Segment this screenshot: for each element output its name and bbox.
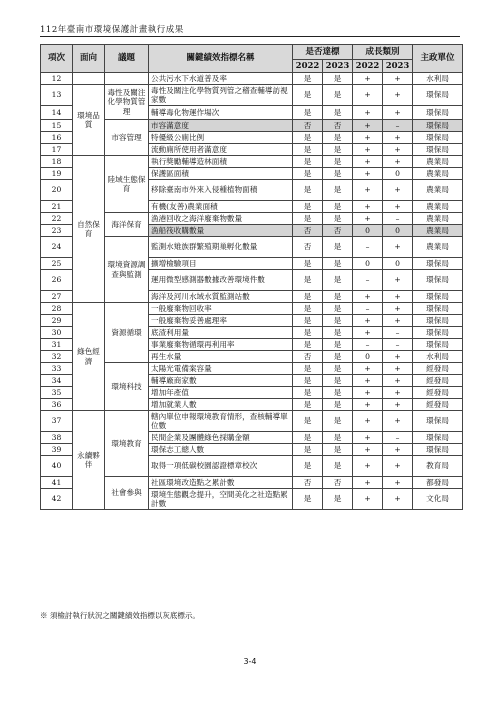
target-2023: 是 <box>323 387 353 399</box>
target-2023: 否 <box>323 477 353 489</box>
target-2022: 是 <box>293 106 323 120</box>
agency-cell: 環保局 <box>413 291 463 303</box>
target-2023: 否 <box>323 120 353 132</box>
row-number: 14 <box>41 106 73 120</box>
row-number: 13 <box>41 85 73 106</box>
indicator-name: 轄內單位申報環境教育情形，查核輔導單位數 <box>149 411 293 432</box>
growth-2023: + <box>383 85 413 106</box>
growth-2022: + <box>353 201 383 213</box>
agency-cell: 農業局 <box>413 225 463 237</box>
indicator-name: 有機(友善)農業面積 <box>149 201 293 213</box>
target-2022: 是 <box>293 168 323 180</box>
target-2023: 是 <box>323 303 353 315</box>
growth-2023: + <box>383 411 413 432</box>
target-2023: 是 <box>323 456 353 477</box>
table-row <box>41 120 463 132</box>
target-2022: 否 <box>293 477 323 489</box>
indicator-name: 底渣利用量 <box>149 327 293 339</box>
growth-2023: + <box>383 363 413 375</box>
facet-cell <box>73 73 105 85</box>
row-number: 28 <box>41 303 73 315</box>
row-number: 32 <box>41 351 73 363</box>
target-2022: 是 <box>293 444 323 456</box>
agency-cell: 環保局 <box>413 120 463 132</box>
indicator-name: 社區環境改造點之累計數 <box>149 477 293 489</box>
growth-2023: 0 <box>383 225 413 237</box>
target-2023: 是 <box>323 258 353 270</box>
target-2023: 是 <box>323 73 353 85</box>
growth-2022: 0 <box>353 258 383 270</box>
topic-cell: 海洋保育 <box>105 213 149 237</box>
row-number: 33 <box>41 363 73 375</box>
growth-2022: + <box>353 156 383 168</box>
growth-2023: + <box>383 399 413 411</box>
agency-cell: 經發局 <box>413 375 463 387</box>
agency-cell: 水利局 <box>413 73 463 85</box>
growth-2023: + <box>383 375 413 387</box>
indicator-name: 海洋及河川水域水質監測站數 <box>149 291 293 303</box>
table-row <box>41 303 463 315</box>
col-header-growth-2022: 2022 <box>353 60 383 73</box>
agency-cell: 環保局 <box>413 270 463 291</box>
kpi-table <box>40 44 463 510</box>
agency-cell: 農業局 <box>413 180 463 201</box>
indicator-name: 一般廢棄物妥善處理率 <box>149 315 293 327</box>
agency-cell: 經發局 <box>413 387 463 399</box>
row-number: 16 <box>41 132 73 144</box>
col-header-no: 項次 <box>41 45 73 73</box>
footnote: ※ 須檢討執行狀況之關鍵績效指標以灰底標示。 <box>40 611 200 620</box>
target-2023: 是 <box>323 375 353 387</box>
row-number: 31 <box>41 339 73 351</box>
growth-2022: + <box>353 144 383 156</box>
target-2022: 是 <box>293 327 323 339</box>
target-2022: 是 <box>293 399 323 411</box>
topic-cell: 市容管理 <box>105 120 149 156</box>
topic-cell <box>105 73 149 85</box>
growth-2022: + <box>353 387 383 399</box>
agency-cell: 經發局 <box>413 363 463 375</box>
growth-2023: + <box>383 444 413 456</box>
growth-2022: – <box>353 237 383 258</box>
agency-cell: 農業局 <box>413 168 463 180</box>
agency-cell: 環保局 <box>413 315 463 327</box>
col-header-target-group: 是否達標 <box>293 45 353 60</box>
agency-cell: 環保局 <box>413 303 463 315</box>
indicator-name: 移除臺南市外來入侵種植物面積 <box>149 180 293 201</box>
target-2022: 是 <box>293 387 323 399</box>
indicator-name: 特優級公廁比例 <box>149 132 293 144</box>
indicator-name: 運用微型感測器數據改善環境件數 <box>149 270 293 291</box>
agency-cell: 環保局 <box>413 444 463 456</box>
col-header-facet: 面向 <box>73 45 105 73</box>
agency-cell: 環保局 <box>413 106 463 120</box>
growth-2023: – <box>383 432 413 444</box>
agency-cell: 環保局 <box>413 339 463 351</box>
growth-2022: 0 <box>353 225 383 237</box>
target-2023: 是 <box>323 156 353 168</box>
indicator-name: 流動廁所使用者滿意度 <box>149 144 293 156</box>
indicator-name: 公共污水下水道普及率 <box>149 73 293 85</box>
topic-cell: 資源循環 <box>105 303 149 363</box>
agency-cell: 農業局 <box>413 237 463 258</box>
row-number: 23 <box>41 225 73 237</box>
target-2022: 是 <box>293 156 323 168</box>
indicator-name: 一般廢棄物回收率 <box>149 303 293 315</box>
growth-2023: + <box>383 291 413 303</box>
row-number: 20 <box>41 180 73 201</box>
topic-cell: 環境教育 <box>105 411 149 477</box>
target-2023: 是 <box>323 180 353 201</box>
agency-cell: 環保局 <box>413 411 463 432</box>
table-row <box>41 156 463 168</box>
target-2022: 是 <box>293 258 323 270</box>
facet-cell: 永續夥伴 <box>73 411 105 510</box>
row-number: 39 <box>41 444 73 456</box>
target-2023: 是 <box>323 132 353 144</box>
facet-cell: 環境品質 <box>73 85 105 156</box>
indicator-name: 環境生態觀念提升，空間美化之社造點累計數 <box>149 489 293 510</box>
topic-cell: 環境科技 <box>105 363 149 411</box>
growth-2022: + <box>353 432 383 444</box>
table-row <box>41 73 463 85</box>
target-2023: 是 <box>323 270 353 291</box>
row-number: 15 <box>41 120 73 132</box>
target-2023: 是 <box>323 411 353 432</box>
topic-cell: 環境資源調查與監測 <box>105 237 149 303</box>
growth-2022: + <box>353 120 383 132</box>
target-2023: 否 <box>323 225 353 237</box>
growth-2023: + <box>383 73 413 85</box>
target-2022: 否 <box>293 237 323 258</box>
target-2022: 是 <box>293 270 323 291</box>
growth-2023: – <box>383 339 413 351</box>
row-number: 21 <box>41 201 73 213</box>
col-header-target-2022: 2022 <box>293 60 323 73</box>
row-number: 40 <box>41 456 73 477</box>
row-number: 12 <box>41 73 73 85</box>
growth-2023: 0 <box>383 168 413 180</box>
indicator-name: 輔導廠商家數 <box>149 375 293 387</box>
target-2023: 是 <box>323 339 353 351</box>
row-number: 37 <box>41 411 73 432</box>
target-2022: 是 <box>293 456 323 477</box>
target-2022: 是 <box>293 85 323 106</box>
growth-2022: + <box>353 106 383 120</box>
growth-2022: + <box>353 456 383 477</box>
growth-2023: + <box>383 270 413 291</box>
topic-cell: 陸域生態保育 <box>105 156 149 213</box>
indicator-name: 毒性及關注化學物質列管之稽查輔導訪視家數 <box>149 85 293 106</box>
growth-2023: + <box>383 456 413 477</box>
growth-2023: 0 <box>383 258 413 270</box>
table-row <box>41 213 463 225</box>
target-2023: 是 <box>323 201 353 213</box>
facet-cell: 自然保育 <box>73 156 105 303</box>
growth-2023: + <box>383 180 413 201</box>
col-header-indicator: 關鍵績效指標名稱 <box>149 45 293 73</box>
target-2023: 是 <box>323 315 353 327</box>
target-2023: 是 <box>323 351 353 363</box>
growth-2022: + <box>353 85 383 106</box>
row-number: 38 <box>41 432 73 444</box>
row-number: 25 <box>41 258 73 270</box>
facet-cell: 綠色經濟 <box>73 303 105 411</box>
growth-2022: + <box>353 73 383 85</box>
table-row <box>41 411 463 432</box>
agency-cell: 環保局 <box>413 432 463 444</box>
growth-2022: + <box>353 489 383 510</box>
growth-2022: – <box>353 339 383 351</box>
target-2022: 是 <box>293 411 323 432</box>
indicator-name: 再生水量 <box>149 351 293 363</box>
growth-2023: + <box>383 132 413 144</box>
agency-cell: 農業局 <box>413 201 463 213</box>
growth-2022: + <box>353 477 383 489</box>
agency-cell: 教育局 <box>413 456 463 477</box>
indicator-name: 輔導毒化物運作場次 <box>149 106 293 120</box>
table-row <box>41 363 463 375</box>
target-2023: 是 <box>323 106 353 120</box>
indicator-name: 執行獎勵輔導造林面積 <box>149 156 293 168</box>
growth-2022: – <box>353 270 383 291</box>
target-2023: 是 <box>323 85 353 106</box>
target-2022: 是 <box>293 180 323 201</box>
target-2022: 是 <box>293 432 323 444</box>
indicator-name: 太陽光電備案容量 <box>149 363 293 375</box>
growth-2023: – <box>383 120 413 132</box>
target-2022: 是 <box>293 339 323 351</box>
row-number: 27 <box>41 291 73 303</box>
target-2023: 是 <box>323 327 353 339</box>
growth-2023: + <box>383 477 413 489</box>
row-number: 19 <box>41 168 73 180</box>
growth-2022: – <box>353 303 383 315</box>
indicator-name: 監測水雉族群繁殖期巢孵化數量 <box>149 237 293 258</box>
target-2022: 是 <box>293 213 323 225</box>
indicator-name: 事業廢棄物循環再利用率 <box>149 339 293 351</box>
growth-2023: + <box>383 237 413 258</box>
topic-cell: 毒性及關注化學物質管理 <box>105 85 149 120</box>
agency-cell: 文化局 <box>413 489 463 510</box>
indicator-name: 漁船筏收購數量 <box>149 225 293 237</box>
growth-2023: + <box>383 489 413 510</box>
target-2022: 是 <box>293 73 323 85</box>
growth-2023: + <box>383 144 413 156</box>
topic-cell: 社會參與 <box>105 477 149 510</box>
target-2022: 是 <box>293 375 323 387</box>
table-row <box>41 477 463 489</box>
agency-cell: 環保局 <box>413 132 463 144</box>
growth-2023: + <box>383 156 413 168</box>
row-number: 36 <box>41 399 73 411</box>
growth-2022: + <box>353 327 383 339</box>
growth-2023: + <box>383 201 413 213</box>
growth-2023: + <box>383 303 413 315</box>
table-row <box>41 237 463 258</box>
page-number: 3-4 <box>243 657 257 666</box>
target-2023: 是 <box>323 489 353 510</box>
kpi-table-body <box>41 73 463 510</box>
agency-cell: 環保局 <box>413 258 463 270</box>
growth-2022: + <box>353 315 383 327</box>
target-2023: 是 <box>323 399 353 411</box>
target-2023: 是 <box>323 291 353 303</box>
agency-cell: 農業局 <box>413 156 463 168</box>
col-header-growth-2023: 2023 <box>383 60 413 73</box>
row-number: 29 <box>41 315 73 327</box>
indicator-name: 民間企業及團體綠色採購金額 <box>149 432 293 444</box>
target-2022: 是 <box>293 303 323 315</box>
growth-2023: – <box>383 327 413 339</box>
running-header: 112年臺南市環境保護計畫執行成果 <box>40 25 184 35</box>
target-2022: 是 <box>293 315 323 327</box>
target-2022: 是 <box>293 201 323 213</box>
target-2022: 是 <box>293 363 323 375</box>
row-number: 34 <box>41 375 73 387</box>
agency-cell: 經發局 <box>413 399 463 411</box>
col-header-agency: 主政單位 <box>413 45 463 73</box>
target-2022: 是 <box>293 144 323 156</box>
agency-cell: 環保局 <box>413 144 463 156</box>
target-2022: 是 <box>293 132 323 144</box>
row-number: 18 <box>41 156 73 168</box>
target-2023: 是 <box>323 213 353 225</box>
growth-2022: + <box>353 375 383 387</box>
col-header-target-2023: 2023 <box>323 60 353 73</box>
growth-2022: + <box>353 291 383 303</box>
agency-cell: 都發局 <box>413 477 463 489</box>
indicator-name: 增加就業人數 <box>149 399 293 411</box>
indicator-name: 取得一項低碳校園認證標章校次 <box>149 456 293 477</box>
growth-2023: + <box>383 387 413 399</box>
growth-2022: + <box>353 444 383 456</box>
growth-2023: + <box>383 351 413 363</box>
agency-cell: 水利局 <box>413 351 463 363</box>
indicator-name: 市容滿意度 <box>149 120 293 132</box>
growth-2022: + <box>353 411 383 432</box>
growth-2023: + <box>383 106 413 120</box>
indicator-name: 增加年產值 <box>149 387 293 399</box>
table-row <box>41 85 463 106</box>
agency-cell: 農業局 <box>413 213 463 225</box>
row-number: 26 <box>41 270 73 291</box>
growth-2023: – <box>383 213 413 225</box>
indicator-name: 漁港回收之海洋廢棄物數量 <box>149 213 293 225</box>
target-2022: 否 <box>293 351 323 363</box>
target-2023: 是 <box>323 237 353 258</box>
col-header-topic: 議題 <box>105 45 149 73</box>
target-2023: 是 <box>323 363 353 375</box>
growth-2023: + <box>383 315 413 327</box>
indicator-name: 保護區面積 <box>149 168 293 180</box>
row-number: 30 <box>41 327 73 339</box>
growth-2022: + <box>353 399 383 411</box>
target-2022: 否 <box>293 120 323 132</box>
indicator-name: 擴增檢驗項目 <box>149 258 293 270</box>
row-number: 42 <box>41 489 73 510</box>
row-number: 24 <box>41 237 73 258</box>
growth-2022: + <box>353 213 383 225</box>
row-number: 35 <box>41 387 73 399</box>
growth-2022: + <box>353 363 383 375</box>
row-number: 17 <box>41 144 73 156</box>
growth-2022: 0 <box>353 351 383 363</box>
header-rule <box>40 36 460 37</box>
target-2023: 是 <box>323 432 353 444</box>
growth-2022: + <box>353 132 383 144</box>
target-2022: 是 <box>293 489 323 510</box>
target-2023: 是 <box>323 144 353 156</box>
agency-cell: 環保局 <box>413 327 463 339</box>
row-number: 22 <box>41 213 73 225</box>
growth-2022: + <box>353 180 383 201</box>
indicator-name: 環保志工總人數 <box>149 444 293 456</box>
target-2023: 是 <box>323 168 353 180</box>
col-header-growth-group: 成長類別 <box>353 45 413 60</box>
target-2022: 是 <box>293 291 323 303</box>
growth-2022: + <box>353 168 383 180</box>
row-number: 41 <box>41 477 73 489</box>
target-2023: 是 <box>323 444 353 456</box>
target-2022: 否 <box>293 225 323 237</box>
agency-cell: 環保局 <box>413 85 463 106</box>
